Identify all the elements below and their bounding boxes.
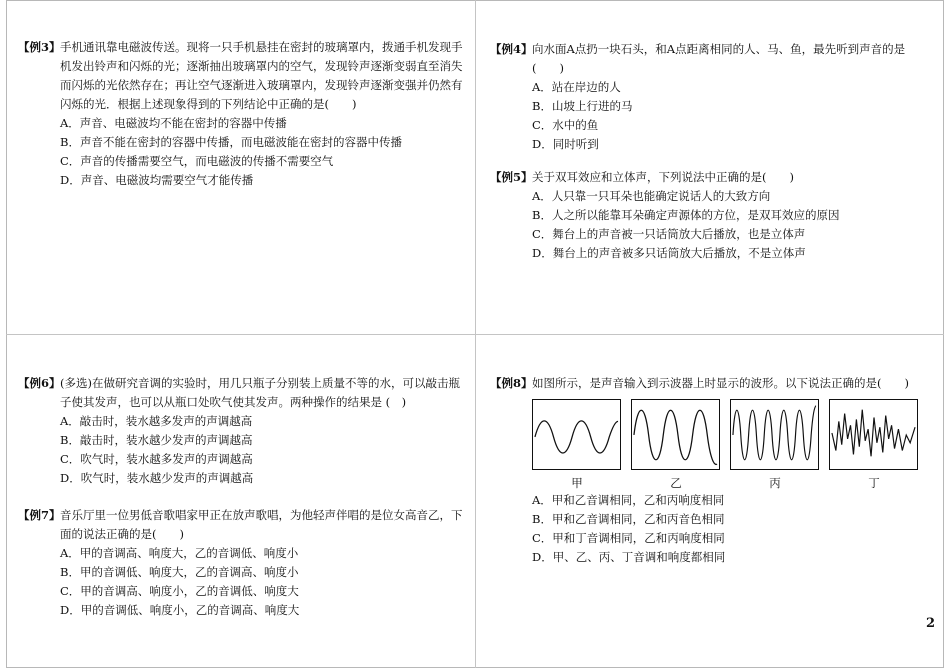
waveform-label-yi: 乙 [670, 476, 682, 490]
question-5 [490, 168, 936, 263]
question-4-option-b[interactable]: B．山坡上行进的马 [532, 99, 633, 113]
question-8-option-b[interactable]: B．甲和乙音调相同，乙和丙音色相同 [532, 512, 725, 526]
question-7-option-a[interactable]: A．甲的音调高、响度大，乙的音调低、响度小 [60, 546, 299, 560]
question-6-option-a[interactable]: A．敲击时，装水越多发声的声调越高 [60, 414, 253, 428]
question-4-option-c[interactable]: C．水中的鱼 [532, 118, 599, 132]
question-3-option-a[interactable]: A．声音、电磁波均不能在密封的容器中传播 [60, 116, 287, 130]
question-4-stem [490, 40, 936, 78]
question-3-tag: 【例3】 [18, 40, 61, 54]
question-5-option-d[interactable]: D．舞台上的声音被多只话筒放大后播放，不是立体声 [532, 246, 806, 260]
waveform-yi-trace [634, 410, 717, 464]
question-7-option-c[interactable]: C．甲的音调高、响度小，乙的音调低、响度大 [60, 584, 299, 598]
question-7-option-d[interactable]: D．甲的音调低、响度小，乙的音调高、响度大 [60, 603, 300, 617]
question-3-option-d[interactable]: D．声音、电磁波均需要空气才能传播 [60, 173, 254, 187]
waveform-label-jia: 甲 [571, 476, 583, 490]
waveform-bing-trace [733, 406, 816, 460]
question-8-text: 如图所示，是声音输入到示波器上时显示的波形。以下说法正确的是( ) [532, 376, 909, 390]
question-7 [18, 506, 466, 620]
question-3-stem [18, 38, 466, 114]
waveform-jia [532, 399, 621, 470]
question-8-options [490, 491, 936, 567]
waveform-label-ding: 丁 [868, 476, 880, 490]
question-4-option-d[interactable]: D．同时听到 [532, 137, 599, 151]
question-6-text: (多选)在做研究音调的实验时，用几只瓶子分别装上质量不等的水，可以敲击瓶子使其发声，也可以从瓶口处吹气使其发声。两种操作的结果是 ( ) [60, 376, 460, 409]
question-4-option-a[interactable]: A．站在岸边的人 [532, 80, 621, 94]
question-6-options [18, 412, 466, 488]
question-7-stem [18, 506, 466, 544]
question-6-option-c[interactable]: C．吹气时，装水越多发声的声调越高 [60, 452, 253, 466]
question-8 [490, 374, 936, 567]
question-8-stem [490, 374, 936, 393]
question-4 [490, 40, 936, 154]
question-7-option-b[interactable]: B．甲的音调低、响度大，乙的音调高、响度小 [60, 565, 299, 579]
waveform-ding [829, 399, 918, 470]
question-8-option-c[interactable]: C．甲和丁音调相同，乙和丙响度相同 [532, 531, 725, 545]
question-5-text: 关于双耳效应和立体声，下列说法中正确的是( ) [532, 170, 794, 184]
question-7-text: 音乐厅里一位男低音歌唱家甲正在放声歌唱，为他轻声伴唱的是位女高音乙，下面的说法正确的是( ) [60, 508, 463, 541]
question-6-option-b[interactable]: B．敲击时，装水越少发声的声调越高 [60, 433, 253, 447]
horizontal-divider [6, 334, 944, 335]
question-6-option-d[interactable]: D．吹气时，装水越少发声的声调越高 [60, 471, 254, 485]
waveform-jia-trace [535, 421, 618, 453]
question-6 [18, 374, 466, 488]
waveform-yi [631, 399, 720, 470]
question-4-tag: 【例4】 [490, 42, 533, 56]
page-number: 2 [926, 616, 936, 631]
question-8-option-a[interactable]: A．甲和乙音调相同，乙和丙响度相同 [532, 493, 725, 507]
waveform-bing [730, 399, 819, 470]
question-5-option-b[interactable]: B．人之所以能靠耳朵确定声源体的方位，是双耳效应的原因 [532, 208, 840, 222]
question-5-option-a[interactable]: A．人只靠一只耳朵也能确定说话人的大致方向 [532, 189, 771, 203]
waveform-figure [490, 393, 936, 491]
question-5-tag: 【例5】 [490, 170, 533, 184]
question-5-options [490, 187, 936, 263]
question-6-tag: 【例6】 [18, 376, 61, 390]
question-5-stem [490, 168, 936, 187]
question-8-option-d[interactable]: D．甲、乙、丙、丁音调和响度都相同 [532, 550, 726, 564]
question-6-stem [18, 374, 466, 412]
waveform-ding-trace [832, 410, 915, 457]
question-8-tag: 【例8】 [490, 376, 533, 390]
question-4-text: 向水面A点扔一块石头，和A点距离相同的人、马、鱼，最先听到声音的是( ) [532, 42, 906, 75]
waveform-label-bing: 丙 [769, 476, 781, 490]
question-3-option-b[interactable]: B．声音不能在密封的容器中传播，而电磁波能在密封的容器中传播 [60, 135, 402, 149]
question-3 [18, 38, 466, 190]
question-7-tag: 【例7】 [18, 508, 61, 522]
question-4-options [490, 78, 936, 154]
question-3-text: 手机通讯靠电磁波传送。现将一只手机悬挂在密封的玻璃罩内，拨通手机发现手机发出铃声和闪烁的光；逐渐抽出玻璃罩内的空气，发现铃声逐渐变弱直至消失而闪烁的光依然存在；再让空气逐渐进入玻璃罩内，发现铃声逐渐变强并仍然有闪烁的光．根据上述现象得到的下列结论中正确的是( ) [60, 40, 463, 111]
question-3-option-c[interactable]: C．声音的传播需要空气，而电磁波的传播不需要空气 [60, 154, 334, 168]
question-3-options [18, 114, 466, 190]
question-7-options [18, 544, 466, 620]
question-5-option-c[interactable]: C．舞台上的声音被一只话筒放大后播放，也是立体声 [532, 227, 806, 241]
